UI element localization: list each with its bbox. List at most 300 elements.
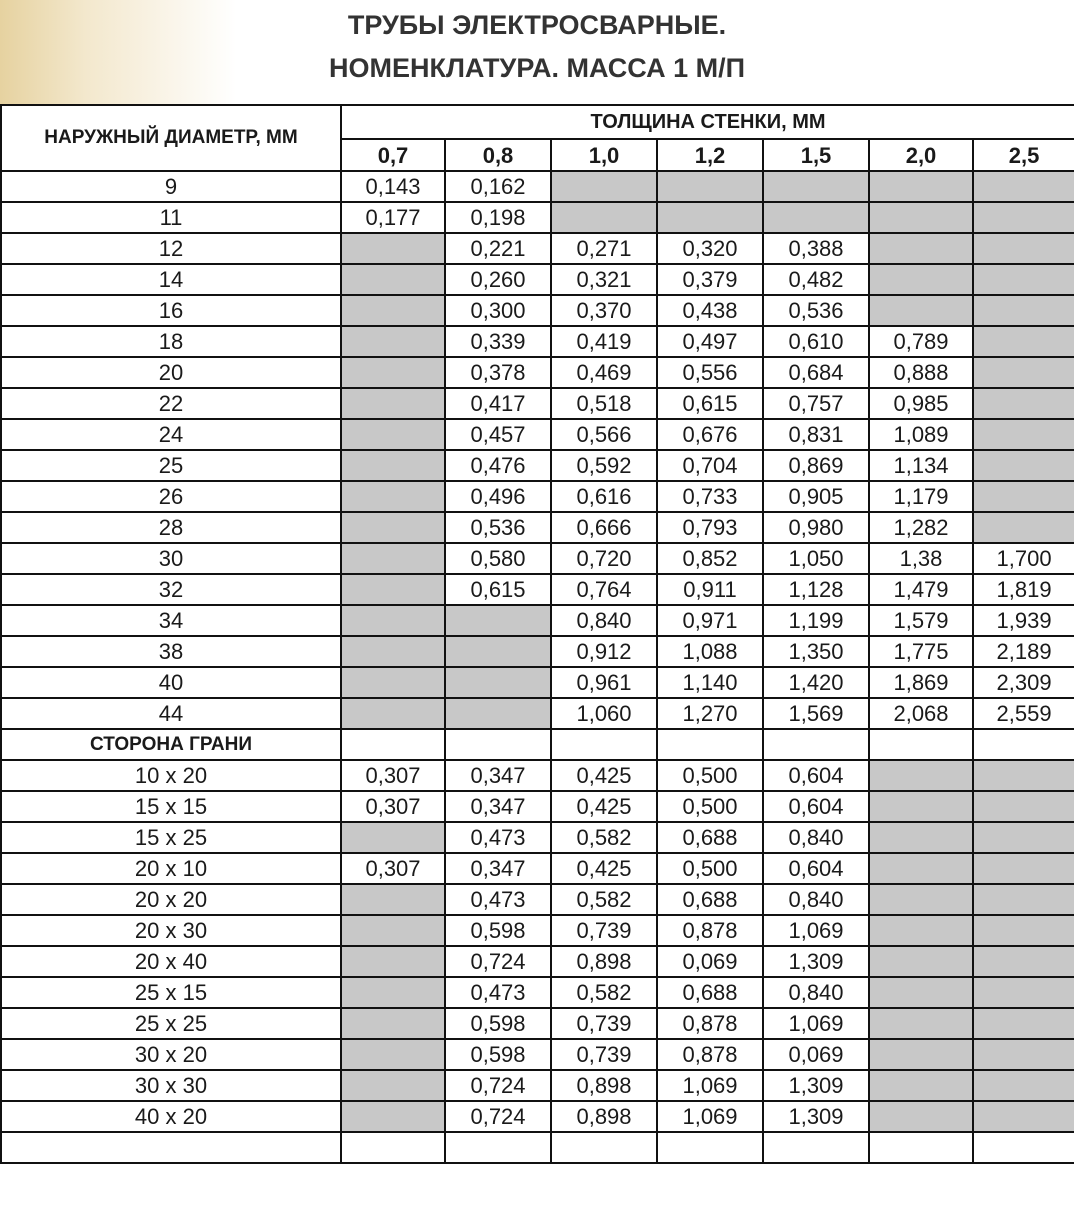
mass-cell: 1,939 <box>973 605 1074 636</box>
unavailable-cell <box>973 791 1074 822</box>
mass-cell: 0,339 <box>445 326 551 357</box>
mass-cell: 0,473 <box>445 822 551 853</box>
mass-cell: 0,320 <box>657 233 763 264</box>
mass-cell: 0,615 <box>445 574 551 605</box>
unavailable-cell <box>341 1070 445 1101</box>
unavailable-cell <box>341 512 445 543</box>
table-row <box>1 915 1074 946</box>
unavailable-cell <box>869 822 973 853</box>
table-row <box>1 636 1074 667</box>
table-row <box>1 388 1074 419</box>
page-title <box>0 4 1074 90</box>
mass-cell: 0,739 <box>551 1008 657 1039</box>
table-row <box>1 760 1074 791</box>
table-row <box>1 481 1074 512</box>
mass-cell: 0,878 <box>657 915 763 946</box>
mass-cell: 0,912 <box>551 636 657 667</box>
mass-cell: 0,473 <box>445 977 551 1008</box>
table-row <box>1 884 1074 915</box>
mass-cell: 0,198 <box>445 202 551 233</box>
table-row <box>1 791 1074 822</box>
mass-cell: 0,598 <box>445 1039 551 1070</box>
section-label: СТОРОНА ГРАНИ <box>1 729 341 760</box>
table-row <box>1 202 1074 233</box>
unavailable-cell <box>869 1070 973 1101</box>
unavailable-cell <box>341 574 445 605</box>
row-label: 25 x 25 <box>1 1008 341 1039</box>
thickness-header-cell: 2,0 <box>869 139 973 171</box>
thickness-header-cell: 2,5 <box>973 139 1074 171</box>
mass-cell: 0,615 <box>657 388 763 419</box>
mass-cell: 1,282 <box>869 512 973 543</box>
mass-cell: 0,307 <box>341 760 445 791</box>
empty-cell <box>341 1132 445 1163</box>
unavailable-cell <box>869 1039 973 1070</box>
thickness-header-cell: 1,2 <box>657 139 763 171</box>
unavailable-cell <box>445 698 551 729</box>
unavailable-cell <box>869 760 973 791</box>
mass-cell: 0,869 <box>763 450 869 481</box>
unavailable-cell <box>869 884 973 915</box>
unavailable-cell <box>973 853 1074 884</box>
mass-cell: 0,684 <box>763 357 869 388</box>
unavailable-cell <box>341 326 445 357</box>
unavailable-cell <box>869 264 973 295</box>
table-row <box>1 977 1074 1008</box>
unavailable-cell <box>445 636 551 667</box>
unavailable-cell <box>341 605 445 636</box>
mass-cell: 0,688 <box>657 977 763 1008</box>
mass-cell: 0,347 <box>445 791 551 822</box>
row-label: 30 <box>1 543 341 574</box>
empty-cell <box>1 1132 341 1163</box>
mass-cell: 0,582 <box>551 822 657 853</box>
mass-cell: 0,582 <box>551 884 657 915</box>
mass-cell: 0,840 <box>763 822 869 853</box>
unavailable-cell <box>973 1039 1074 1070</box>
table-row <box>1 1101 1074 1132</box>
empty-cell <box>445 1132 551 1163</box>
unavailable-cell <box>869 977 973 1008</box>
unavailable-cell <box>973 357 1074 388</box>
mass-cell: 0,556 <box>657 357 763 388</box>
mass-cell: 0,666 <box>551 512 657 543</box>
mass-cell: 0,961 <box>551 667 657 698</box>
unavailable-cell <box>341 1008 445 1039</box>
mass-cell: 0,724 <box>445 1070 551 1101</box>
empty-cell <box>657 729 763 760</box>
table-row <box>1 233 1074 264</box>
mass-cell: 0,536 <box>445 512 551 543</box>
mass-cell: 0,604 <box>763 791 869 822</box>
mass-cell: 1,270 <box>657 698 763 729</box>
unavailable-cell <box>551 171 657 202</box>
unavailable-cell <box>973 295 1074 326</box>
mass-cell: 1,569 <box>763 698 869 729</box>
mass-cell: 1,050 <box>763 543 869 574</box>
mass-cell: 0,985 <box>869 388 973 419</box>
mass-cell: 0,307 <box>341 791 445 822</box>
unavailable-cell <box>869 1008 973 1039</box>
mass-cell: 0,496 <box>445 481 551 512</box>
unavailable-cell <box>657 171 763 202</box>
mass-cell: 1,179 <box>869 481 973 512</box>
thickness-header-cell: 0,8 <box>445 139 551 171</box>
unavailable-cell <box>341 388 445 419</box>
unavailable-cell <box>869 1101 973 1132</box>
mass-cell: 0,378 <box>445 357 551 388</box>
mass-cell: 1,069 <box>763 1008 869 1039</box>
unavailable-cell <box>869 233 973 264</box>
unavailable-cell <box>973 946 1074 977</box>
unavailable-cell <box>973 171 1074 202</box>
mass-cell: 1,128 <box>763 574 869 605</box>
table-row <box>1 543 1074 574</box>
empty-cell <box>973 1132 1074 1163</box>
mass-cell: 0,592 <box>551 450 657 481</box>
mass-cell: 1,579 <box>869 605 973 636</box>
row-label: 26 <box>1 481 341 512</box>
row-label: 20 x 40 <box>1 946 341 977</box>
empty-cell <box>551 1132 657 1163</box>
row-label: 20 x 10 <box>1 853 341 884</box>
mass-cell: 1,309 <box>763 1070 869 1101</box>
table-row <box>1 822 1074 853</box>
row-label: 14 <box>1 264 341 295</box>
mass-cell: 2,559 <box>973 698 1074 729</box>
unavailable-cell <box>341 419 445 450</box>
mass-cell: 0,616 <box>551 481 657 512</box>
mass-cell: 1,309 <box>763 1101 869 1132</box>
table-row <box>1 605 1074 636</box>
row-label: 12 <box>1 233 341 264</box>
unavailable-cell <box>973 388 1074 419</box>
mass-cell: 0,260 <box>445 264 551 295</box>
wall-thickness-header: ТОЛЩИНА СТЕНКИ, ММ <box>341 105 1074 139</box>
table-row <box>1 264 1074 295</box>
table-row <box>1 698 1074 729</box>
mass-cell: 0,878 <box>657 1008 763 1039</box>
mass-cell: 0,898 <box>551 1101 657 1132</box>
unavailable-cell <box>341 667 445 698</box>
unavailable-cell <box>341 481 445 512</box>
unavailable-cell <box>341 264 445 295</box>
mass-cell: 0,419 <box>551 326 657 357</box>
unavailable-cell <box>341 822 445 853</box>
mass-cell: 1,420 <box>763 667 869 698</box>
thickness-header-cell: 1,5 <box>763 139 869 171</box>
mass-cell: 0,911 <box>657 574 763 605</box>
mass-cell: 0,417 <box>445 388 551 419</box>
table-row <box>1 1008 1074 1039</box>
unavailable-cell <box>973 481 1074 512</box>
table-row <box>1 357 1074 388</box>
mass-cell: 0,888 <box>869 357 973 388</box>
mass-cell: 1,869 <box>869 667 973 698</box>
mass-cell: 0,840 <box>763 884 869 915</box>
unavailable-cell <box>973 264 1074 295</box>
mass-cell: 0,610 <box>763 326 869 357</box>
title-line-2: НОМЕНКЛАТУРА. МАССА 1 М/П <box>328 53 746 83</box>
unavailable-cell <box>551 202 657 233</box>
mass-cell: 0,370 <box>551 295 657 326</box>
unavailable-cell <box>341 915 445 946</box>
mass-cell: 0,739 <box>551 915 657 946</box>
table-row <box>1 171 1074 202</box>
mass-cell: 0,580 <box>445 543 551 574</box>
row-label: 15 x 25 <box>1 822 341 853</box>
mass-cell: 1,069 <box>657 1070 763 1101</box>
mass-cell: 0,457 <box>445 419 551 450</box>
mass-cell: 0,840 <box>551 605 657 636</box>
mass-cell: 0,789 <box>869 326 973 357</box>
mass-cell: 0,852 <box>657 543 763 574</box>
pipe-mass-table <box>0 104 1074 1164</box>
empty-cell <box>341 729 445 760</box>
row-label: 30 x 30 <box>1 1070 341 1101</box>
mass-cell: 0,831 <box>763 419 869 450</box>
mass-cell: 0,271 <box>551 233 657 264</box>
unavailable-cell <box>973 915 1074 946</box>
mass-cell: 0,143 <box>341 171 445 202</box>
thickness-header-cell: 1,0 <box>551 139 657 171</box>
unavailable-cell <box>341 977 445 1008</box>
mass-cell: 0,500 <box>657 791 763 822</box>
mass-cell: 1,350 <box>763 636 869 667</box>
mass-cell: 0,598 <box>445 915 551 946</box>
empty-cell <box>445 729 551 760</box>
mass-cell: 0,221 <box>445 233 551 264</box>
empty-cell <box>973 729 1074 760</box>
mass-cell: 1,060 <box>551 698 657 729</box>
unavailable-cell <box>341 450 445 481</box>
mass-cell: 1,089 <box>869 419 973 450</box>
row-label: 44 <box>1 698 341 729</box>
table-row <box>1 853 1074 884</box>
mass-cell: 2,189 <box>973 636 1074 667</box>
unavailable-cell <box>973 822 1074 853</box>
mass-cell: 0,720 <box>551 543 657 574</box>
row-label: 40 x 20 <box>1 1101 341 1132</box>
mass-cell: 0,793 <box>657 512 763 543</box>
mass-cell: 0,898 <box>551 1070 657 1101</box>
unavailable-cell <box>341 884 445 915</box>
mass-cell: 2,309 <box>973 667 1074 698</box>
unavailable-cell <box>341 1101 445 1132</box>
table-row <box>1 512 1074 543</box>
mass-cell: 0,500 <box>657 853 763 884</box>
row-label: 30 x 20 <box>1 1039 341 1070</box>
mass-cell: 0,724 <box>445 946 551 977</box>
empty-cell <box>657 1132 763 1163</box>
unavailable-cell <box>973 419 1074 450</box>
mass-cell: 0,598 <box>445 1008 551 1039</box>
table-row <box>1 419 1074 450</box>
empty-cell <box>763 1132 869 1163</box>
thickness-header-cell: 0,7 <box>341 139 445 171</box>
mass-cell: 1,309 <box>763 946 869 977</box>
empty-cell <box>763 729 869 760</box>
unavailable-cell <box>445 605 551 636</box>
unavailable-cell <box>973 233 1074 264</box>
mass-cell: 0,980 <box>763 512 869 543</box>
mass-cell: 1,134 <box>869 450 973 481</box>
unavailable-cell <box>341 295 445 326</box>
unavailable-cell <box>341 357 445 388</box>
unavailable-cell <box>341 946 445 977</box>
table-row <box>1 1070 1074 1101</box>
mass-cell: 1,140 <box>657 667 763 698</box>
mass-cell: 0,476 <box>445 450 551 481</box>
mass-cell: 0,069 <box>657 946 763 977</box>
mass-cell: 0,604 <box>763 760 869 791</box>
row-label: 11 <box>1 202 341 233</box>
mass-cell: 0,905 <box>763 481 869 512</box>
mass-cell: 0,438 <box>657 295 763 326</box>
mass-cell: 0,518 <box>551 388 657 419</box>
mass-cell: 0,739 <box>551 1039 657 1070</box>
mass-cell: 0,069 <box>763 1039 869 1070</box>
mass-cell: 1,819 <box>973 574 1074 605</box>
row-label: 40 <box>1 667 341 698</box>
mass-cell: 0,379 <box>657 264 763 295</box>
unavailable-cell <box>341 636 445 667</box>
mass-cell: 0,425 <box>551 791 657 822</box>
unavailable-cell <box>973 884 1074 915</box>
row-label: 38 <box>1 636 341 667</box>
unavailable-cell <box>869 915 973 946</box>
mass-cell: 0,688 <box>657 822 763 853</box>
unavailable-cell <box>657 202 763 233</box>
row-label: 20 x 20 <box>1 884 341 915</box>
unavailable-cell <box>341 698 445 729</box>
mass-cell: 0,604 <box>763 853 869 884</box>
table-row <box>1 667 1074 698</box>
mass-cell: 1,088 <box>657 636 763 667</box>
mass-cell: 0,898 <box>551 946 657 977</box>
unavailable-cell <box>869 171 973 202</box>
table-row <box>1 946 1074 977</box>
row-label: 28 <box>1 512 341 543</box>
mass-cell: 0,473 <box>445 884 551 915</box>
mass-cell: 0,566 <box>551 419 657 450</box>
row-label: 32 <box>1 574 341 605</box>
unavailable-cell <box>869 853 973 884</box>
mass-cell: 0,764 <box>551 574 657 605</box>
row-label: 25 x 15 <box>1 977 341 1008</box>
empty-cell <box>869 1132 973 1163</box>
mass-cell: 0,500 <box>657 760 763 791</box>
mass-cell: 0,724 <box>445 1101 551 1132</box>
unavailable-cell <box>973 202 1074 233</box>
unavailable-cell <box>341 543 445 574</box>
unavailable-cell <box>869 295 973 326</box>
row-label: 15 x 15 <box>1 791 341 822</box>
mass-cell: 0,497 <box>657 326 763 357</box>
table-row <box>1 450 1074 481</box>
unavailable-cell <box>341 1039 445 1070</box>
mass-cell: 0,162 <box>445 171 551 202</box>
mass-cell: 2,068 <box>869 698 973 729</box>
diameter-header: НАРУЖНЫЙ ДИАМЕТР, ММ <box>1 105 341 171</box>
unavailable-cell <box>973 450 1074 481</box>
unavailable-cell <box>973 760 1074 791</box>
mass-cell: 0,388 <box>763 233 869 264</box>
mass-cell: 1,700 <box>973 543 1074 574</box>
mass-cell: 0,177 <box>341 202 445 233</box>
mass-cell: 1,479 <box>869 574 973 605</box>
empty-cell <box>551 729 657 760</box>
mass-cell: 0,482 <box>763 264 869 295</box>
empty-row <box>1 1132 1074 1163</box>
mass-cell: 1,069 <box>763 915 869 946</box>
table-row <box>1 326 1074 357</box>
unavailable-cell <box>973 1070 1074 1101</box>
unavailable-cell <box>973 1008 1074 1039</box>
row-label: 10 x 20 <box>1 760 341 791</box>
mass-cell: 0,688 <box>657 884 763 915</box>
mass-cell: 0,878 <box>657 1039 763 1070</box>
unavailable-cell <box>869 946 973 977</box>
table-row <box>1 574 1074 605</box>
mass-cell: 1,775 <box>869 636 973 667</box>
mass-cell: 0,757 <box>763 388 869 419</box>
mass-cell: 0,840 <box>763 977 869 1008</box>
row-label: 18 <box>1 326 341 357</box>
row-label: 9 <box>1 171 341 202</box>
mass-cell: 0,971 <box>657 605 763 636</box>
table-row <box>1 1039 1074 1070</box>
section-row <box>1 729 1074 760</box>
mass-cell: 0,676 <box>657 419 763 450</box>
row-label: 24 <box>1 419 341 450</box>
unavailable-cell <box>445 667 551 698</box>
row-label: 16 <box>1 295 341 326</box>
mass-cell: 1,199 <box>763 605 869 636</box>
unavailable-cell <box>869 202 973 233</box>
row-label: 20 x 30 <box>1 915 341 946</box>
mass-cell: 0,704 <box>657 450 763 481</box>
mass-cell: 0,347 <box>445 760 551 791</box>
unavailable-cell <box>973 977 1074 1008</box>
mass-cell: 0,321 <box>551 264 657 295</box>
row-label: 25 <box>1 450 341 481</box>
unavailable-cell <box>869 791 973 822</box>
title-line-1: ТРУБЫ ЭЛЕКТРОСВАРНЫЕ. <box>347 10 727 40</box>
mass-cell: 0,733 <box>657 481 763 512</box>
table-row <box>1 295 1074 326</box>
unavailable-cell <box>763 202 869 233</box>
unavailable-cell <box>763 171 869 202</box>
mass-cell: 0,307 <box>341 853 445 884</box>
row-label: 20 <box>1 357 341 388</box>
empty-cell <box>869 729 973 760</box>
row-label: 34 <box>1 605 341 636</box>
mass-cell: 0,300 <box>445 295 551 326</box>
mass-cell: 0,582 <box>551 977 657 1008</box>
mass-cell: 0,536 <box>763 295 869 326</box>
mass-cell: 0,347 <box>445 853 551 884</box>
mass-cell: 1,38 <box>869 543 973 574</box>
mass-cell: 0,469 <box>551 357 657 388</box>
unavailable-cell <box>341 233 445 264</box>
unavailable-cell <box>973 326 1074 357</box>
unavailable-cell <box>973 1101 1074 1132</box>
row-label: 22 <box>1 388 341 419</box>
mass-cell: 1,069 <box>657 1101 763 1132</box>
unavailable-cell <box>973 512 1074 543</box>
mass-cell: 0,425 <box>551 853 657 884</box>
